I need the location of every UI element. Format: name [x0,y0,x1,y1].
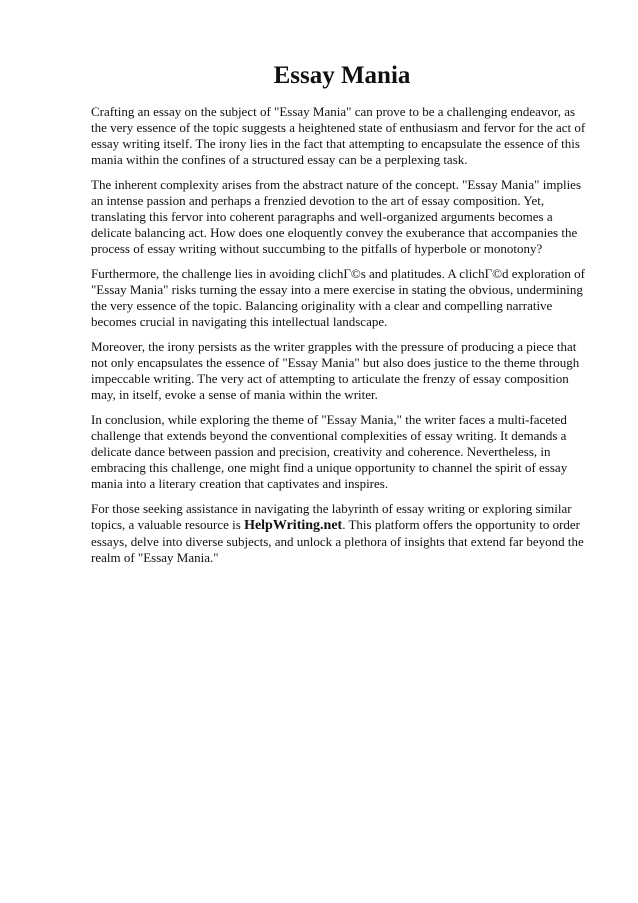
paragraph-6-after-link: . This platform offers the opportunity to order essays, delve into diverse subjects, and unlock a plethora of insights that extend far beyond the realm of "Essay Mania." [91,517,584,565]
paragraph-6 [91,501,593,566]
paragraph-1: Crafting an essay on the subject of "Essay Mania" can prove to be a challenging endeavor, as the very essence of the topic suggests a heightened state of enthusiasm and fervor for the act of essay writing itself. The irony lies in the fact that attempting to encapsulate the essence of this mania within the confines of a structured essay can be a perplexing task. [91,104,586,167]
document-page [91,60,593,575]
paragraph-5: In conclusion, while exploring the theme of "Essay Mania," the writer faces a multi-faceted challenge that extends beyond the conventional complexities of essay writing. It demands a delicate dance between passion and precision, creativity and coherence. Nevertheless, in embracing this challenge, one might find a unique opportunity to channel the spirit of essay mania into a literary creation that captivates and inspires. [91,412,568,491]
paragraph-3: Furthermore, the challenge lies in avoiding clichГ©s and platitudes. A clichГ©d exploration of "Essay Mania" risks turning the essay into a mere exercise in stating the obvious, undermining the very essence of the topic. Balancing originality with a clear and compelling narrative becomes crucial in navigating this intellectual landscape. [91,266,585,329]
document-title: Essay Mania [273,62,411,89]
paragraph-2: The inherent complexity arises from the abstract nature of the concept. "Essay Mania" implies an intense passion and perhaps a frenzied devotion to the art of essay composition. Yet, translating this fervor into coherent paragraphs and well-organized arguments becomes a delicate balancing act. How does one eloquently convey the exuberance that accompanies the process of essay writing without succumbing to the pitfalls of hyperbole or monotony? [91,177,582,256]
paragraph-4: Moreover, the irony persists as the writer grapples with the pressure of producing a piece that not only encapsulates the essence of "Essay Mania" but also does justice to the theme through impeccable writing. The very act of attempting to articulate the frenzy of essay composition may, in itself, evoke a sense of mania within the writer. [91,339,580,402]
paragraph-6-before-link: For those seeking assistance in navigating the labyrinth of essay writing or exploring similar topics, a valuable resource is [91,501,572,532]
helpwriting-link[interactable]: HelpWriting.net [244,518,343,533]
